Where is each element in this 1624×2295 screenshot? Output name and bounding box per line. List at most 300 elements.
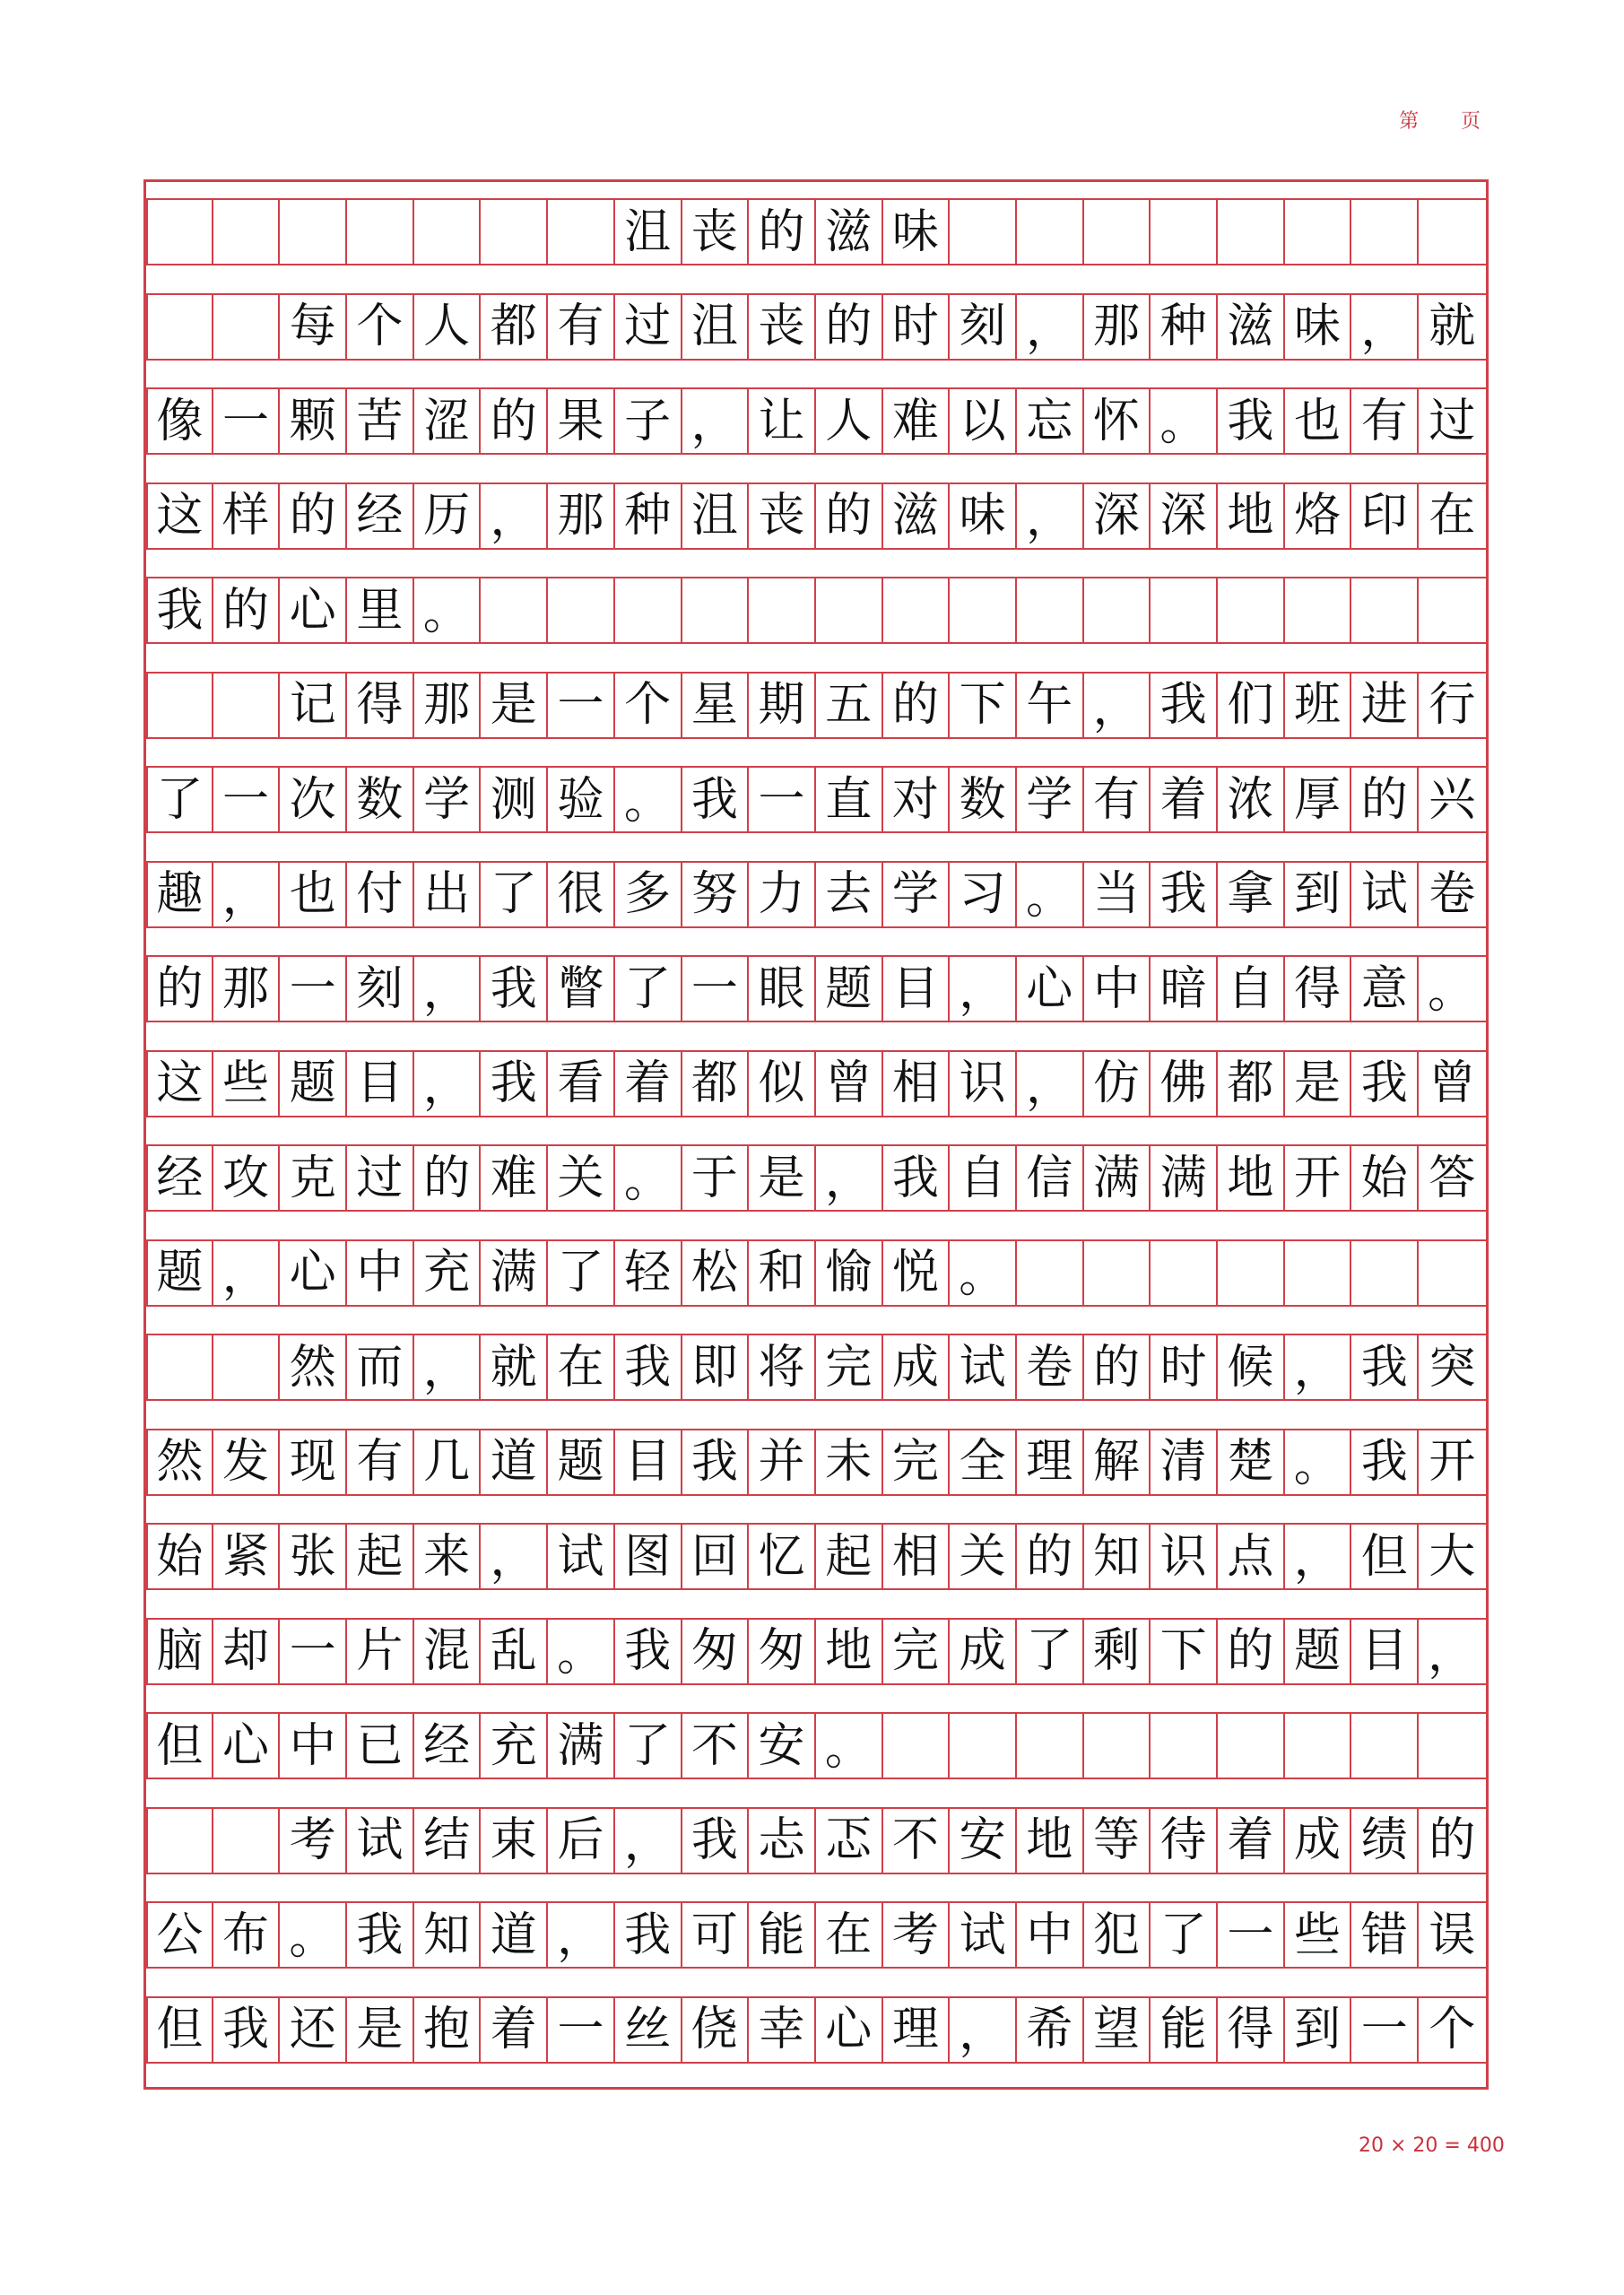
grid-cell: 也 (1285, 389, 1352, 453)
grid-cell: 些 (1285, 1903, 1352, 1967)
grid-cell: 地 (816, 1620, 883, 1683)
grid-cell: 像 (146, 389, 213, 453)
grid-cell (548, 200, 615, 264)
grid-cell: 一 (1351, 1998, 1419, 2062)
grid-cell: 进 (1351, 674, 1419, 737)
grid-cell: 们 (1218, 674, 1285, 737)
grid-cell: 一 (548, 1998, 615, 2062)
grid-cell: 是 (1285, 1052, 1352, 1116)
grid-cell (1218, 1714, 1285, 1778)
grid-cell: 是 (481, 674, 548, 737)
grid-cell: 绩 (1351, 1809, 1419, 1873)
grid-cell: 心 (280, 578, 347, 642)
grid-cell: 而 (347, 1335, 414, 1399)
grid-cell: 匆 (682, 1620, 750, 1683)
grid-cell (1351, 1241, 1419, 1305)
grid-cell: 不 (682, 1714, 750, 1778)
grid-cell: 剩 (1084, 1620, 1151, 1683)
grid-cell: 有 (1351, 389, 1419, 453)
grid-cell: 点 (1218, 1525, 1285, 1588)
grid-cell: 过 (347, 1146, 414, 1210)
text-row (146, 672, 1486, 739)
text-row (146, 1618, 1486, 1685)
grid-cell: 攻 (213, 1146, 281, 1210)
text-row (146, 1239, 1486, 1307)
grid-cell: 了 (481, 863, 548, 926)
text-row (146, 482, 1486, 550)
grid-cell: 中 (280, 1714, 347, 1778)
grid-cell: 目 (347, 1052, 414, 1116)
grid-cell: 的 (816, 484, 883, 548)
grid-cell: 大 (1429, 1529, 1476, 1584)
grid-cell: 我 (347, 1903, 414, 1967)
grid-cell (1285, 200, 1352, 264)
grid-cell: ， (481, 1525, 548, 1588)
grid-cell: 时 (1151, 1335, 1218, 1399)
grid-cell: 题 (146, 1241, 213, 1305)
grid-cell: 人 (414, 295, 482, 359)
grid-cell: 误 (1429, 1908, 1476, 1962)
grid-cell: 刻 (347, 957, 414, 1021)
grid-cell: 这 (146, 484, 213, 548)
grid-cell: 沮 (682, 295, 750, 359)
grid-cell: 得 (347, 674, 414, 737)
grid-cell: 试 (1351, 863, 1419, 926)
grid-cell: 瞥 (548, 957, 615, 1021)
grid-cell: 清 (1151, 1430, 1218, 1494)
text-row (146, 1144, 1486, 1212)
grid-cell (816, 578, 883, 642)
grid-cell: 意 (1351, 957, 1419, 1021)
grid-cell: 期 (749, 674, 816, 737)
grid-cell: 试 (347, 1809, 414, 1873)
grid-cell: 过 (1429, 394, 1476, 448)
text-row (146, 1807, 1486, 1874)
grid-cell: 子 (615, 389, 682, 453)
grid-cell (749, 578, 816, 642)
grid-cell: ， (615, 1809, 682, 1873)
grid-cell: 味 (883, 200, 951, 264)
grid-cell (1084, 1714, 1151, 1778)
grid-cell: 着 (1218, 1809, 1285, 1873)
grid-cell (213, 295, 281, 359)
grid-cell: 知 (1084, 1525, 1151, 1588)
grid-cell: 我 (1351, 1430, 1419, 1494)
grid-cell: 学 (883, 863, 951, 926)
grid-cell: ， (950, 957, 1017, 1021)
grid-cell: 滋 (1218, 295, 1285, 359)
grid-cell: 但 (146, 1714, 213, 1778)
grid-cell: ， (548, 1903, 615, 1967)
grid-cell: 张 (280, 1525, 347, 1588)
grid-cell: 忘 (1017, 389, 1084, 453)
grid-cell: 努 (682, 863, 750, 926)
grid-cell: 我 (682, 768, 750, 831)
grid-cell: 一 (213, 389, 281, 453)
grid-cell: 充 (414, 1241, 482, 1305)
grid-cell: 经 (347, 484, 414, 548)
grid-cell: 一 (682, 957, 750, 1021)
grid-cell: 兴 (1429, 772, 1476, 827)
grid-cell: 匆 (749, 1620, 816, 1683)
text-row (146, 1712, 1486, 1779)
grid-cell: ， (1285, 1525, 1352, 1588)
grid-cell: 幸 (749, 1998, 816, 2062)
grid-cell: 习 (950, 863, 1017, 926)
grid-cell (1151, 1714, 1218, 1778)
grid-cell: 中 (1017, 1903, 1084, 1967)
grid-cell: 了 (1017, 1620, 1084, 1683)
grid-cell: 里 (347, 578, 414, 642)
grid-cell: 心 (816, 1998, 883, 2062)
grid-cell: 了 (615, 957, 682, 1021)
grid-cell: 的 (481, 389, 548, 453)
grid-cell (1285, 1241, 1352, 1305)
grid-cell: 那 (414, 674, 482, 737)
grid-cell: 丧 (749, 295, 816, 359)
grid-cell: 布 (213, 1903, 281, 1967)
grid-cell: 深 (1084, 484, 1151, 548)
grid-cell: 。 (615, 768, 682, 831)
grid-cell: 脑 (146, 1620, 213, 1683)
grid-cell: 着 (615, 1052, 682, 1116)
grid-cell: 。 (1017, 863, 1084, 926)
grid-cell: 在 (1429, 489, 1476, 543)
grid-cell: 发 (213, 1430, 281, 1494)
grid-cell (1151, 200, 1218, 264)
text-row (146, 577, 1486, 644)
grid-cell: 试 (950, 1335, 1017, 1399)
grid-cell: 未 (816, 1430, 883, 1494)
grid-cell (1419, 578, 1486, 642)
grid-cell: 丝 (615, 1998, 682, 2062)
grid-cell: 刻 (950, 295, 1017, 359)
text-row (146, 1996, 1486, 2064)
grid-cell (1351, 1714, 1419, 1778)
grid-cell: 滋 (883, 484, 951, 548)
grid-cell: ， (414, 1335, 482, 1399)
grid-cell: 一 (280, 1620, 347, 1683)
grid-cell: 然 (146, 1430, 213, 1494)
grid-cell: 我 (682, 1809, 750, 1873)
grid-cell (1017, 1241, 1084, 1305)
grid-cell: 眼 (749, 957, 816, 1021)
grid-cell (1419, 1714, 1486, 1778)
grid-cell: 知 (414, 1903, 482, 1967)
text-row (146, 1050, 1486, 1117)
grid-cell: 涩 (414, 389, 482, 453)
grid-cell (950, 200, 1017, 264)
grid-cell: 目 (883, 957, 951, 1021)
text-row (146, 387, 1486, 455)
grid-cell: 丧 (682, 200, 750, 264)
grid-cell: 开 (1429, 1435, 1476, 1489)
grid-cell: 难 (883, 389, 951, 453)
grid-cell (481, 200, 548, 264)
grid-cell (1218, 578, 1285, 642)
grid-cell: 道 (481, 1903, 548, 1967)
grid-cell: 趣 (146, 863, 213, 926)
grid-cell: 望 (1084, 1998, 1151, 2062)
grid-cell: 着 (1151, 768, 1218, 831)
grid-cell: 自 (950, 1146, 1017, 1210)
grid-cell (146, 1809, 213, 1873)
grid-cell: 的 (146, 957, 213, 1021)
grid-cell: 我 (682, 1430, 750, 1494)
grid-cell (682, 578, 750, 642)
grid-cell: 的 (1218, 1620, 1285, 1683)
grid-cell: 时 (883, 295, 951, 359)
grid-cell: 次 (280, 768, 347, 831)
grid-cell: 着 (481, 1998, 548, 2062)
grid-cell: 和 (749, 1241, 816, 1305)
grid-cell: 题 (1285, 1620, 1352, 1683)
grid-cell: 我 (1351, 1052, 1419, 1116)
grid-cell: 侥 (682, 1998, 750, 2062)
grid-cell: 完 (883, 1430, 951, 1494)
grid-cell (1084, 1241, 1151, 1305)
grid-cell: 理 (1017, 1430, 1084, 1494)
grid-cell: 一 (548, 674, 615, 737)
grid-cell: 有 (548, 295, 615, 359)
grid-cell: 烙 (1285, 484, 1352, 548)
grid-cell: 经 (146, 1146, 213, 1210)
grid-cell: 满 (1151, 1146, 1218, 1210)
grid-cell: 曾 (1429, 1056, 1476, 1110)
grid-cell: 识 (1151, 1525, 1218, 1588)
grid-cell (213, 1809, 281, 1873)
grid-cell (548, 578, 615, 642)
text-row (146, 766, 1486, 833)
grid-cell: 愉 (816, 1241, 883, 1305)
grid-cell: 让 (749, 389, 816, 453)
grid-cell: ， (1017, 1052, 1084, 1116)
grid-cell: 那 (548, 484, 615, 548)
grid-cell: 答 (1429, 1151, 1476, 1205)
grid-cell: 自 (1218, 957, 1285, 1021)
grid-cell: 。 (1428, 965, 1475, 1019)
grid-cell: 悦 (883, 1241, 951, 1305)
grid-cell (615, 578, 682, 642)
grid-cell: 题 (816, 957, 883, 1021)
grid-cell: 犯 (1084, 1903, 1151, 1967)
grid-cell: 沮 (682, 484, 750, 548)
grid-cell: ， (213, 863, 281, 926)
grid-cell: 些 (213, 1052, 281, 1116)
grid-cell: 到 (1285, 863, 1352, 926)
grid-cell: 人 (816, 389, 883, 453)
grid-cell: 信 (1017, 1146, 1084, 1210)
grid-cell: 班 (1285, 674, 1352, 737)
grid-cell: 的 (280, 484, 347, 548)
grid-cell: 样 (213, 484, 281, 548)
grid-cell: 我 (213, 1998, 281, 2062)
grid-cell: 紧 (213, 1525, 281, 1588)
grid-cell: 个 (615, 674, 682, 737)
grid-cell: 中 (347, 1241, 414, 1305)
grid-cell: ， (1017, 484, 1084, 548)
grid-cell: 过 (615, 295, 682, 359)
grid-cell: 错 (1351, 1903, 1419, 1967)
grid-cell: 种 (615, 484, 682, 548)
grid-cell: 味 (1285, 295, 1352, 359)
grid-cell: 我 (1151, 674, 1218, 737)
grid-cell: 始 (1351, 1146, 1419, 1210)
grid-cell: 试 (548, 1525, 615, 1588)
grid-cell: ， (213, 1241, 281, 1305)
grid-cell: 轻 (615, 1241, 682, 1305)
grid-cell: 我 (1351, 1335, 1419, 1399)
grid-cell: 出 (414, 863, 482, 926)
grid-cell: 理 (883, 1998, 951, 2062)
grid-cell: 五 (816, 674, 883, 737)
grid-cell: 在 (548, 1335, 615, 1399)
grid-cell: 来 (414, 1525, 482, 1588)
grid-cell: 现 (280, 1430, 347, 1494)
grid-cell: 松 (682, 1241, 750, 1305)
grid-cell: ， (481, 484, 548, 548)
grid-cell: 种 (1151, 295, 1218, 359)
grid-cell: 但 (1351, 1525, 1419, 1588)
grid-cell: 等 (1084, 1809, 1151, 1873)
grid-cell: 那 (1084, 295, 1151, 359)
grid-cell: 的 (1429, 1813, 1476, 1867)
grid-cell: 是 (749, 1146, 816, 1210)
grid-cell: 。 (280, 1903, 347, 1967)
grid-cell: 了 (1151, 1903, 1218, 1967)
grid-cell: 拿 (1218, 863, 1285, 926)
grid-cell: 候 (1218, 1335, 1285, 1399)
grid-cell (481, 578, 548, 642)
grid-cell: 束 (481, 1809, 548, 1873)
grid-cell: 这 (146, 1052, 213, 1116)
grid-cell: 在 (816, 1903, 883, 1967)
grid-cell: 试 (950, 1903, 1017, 1967)
grid-cell: 直 (816, 768, 883, 831)
grid-cell (883, 1714, 951, 1778)
grid-cell: 到 (1285, 1998, 1352, 2062)
grid-cell: 仿 (1084, 1052, 1151, 1116)
grid-cell (414, 200, 482, 264)
grid-cell: ， (414, 957, 482, 1021)
grid-cell: 的 (213, 578, 281, 642)
grid-cell: 希 (1017, 1998, 1084, 2062)
grid-cell: 。 (1151, 389, 1218, 453)
grid-cell: 然 (280, 1335, 347, 1399)
grid-cell (347, 200, 414, 264)
grid-cell: 始 (146, 1525, 213, 1588)
grid-cell: ， (682, 389, 750, 453)
grid-cell (146, 674, 213, 737)
grid-cell: ， (950, 1998, 1017, 2062)
grid-cell: 我 (481, 957, 548, 1021)
grid-cell: 卷 (1017, 1335, 1084, 1399)
grid-cell: ， (1351, 295, 1419, 359)
grid-cell: 付 (347, 863, 414, 926)
grid-cell: 似 (749, 1052, 816, 1116)
grid-cell: 考 (883, 1903, 951, 1967)
grid-cell: 即 (682, 1335, 750, 1399)
grid-cell: 还 (280, 1998, 347, 2062)
grid-cell: 识 (950, 1052, 1017, 1116)
grid-cell: 目 (1351, 1620, 1419, 1683)
grid-cell: 忐 (749, 1809, 816, 1873)
grid-cell (1285, 578, 1352, 642)
grid-cell: 图 (615, 1525, 682, 1588)
grid-cell (213, 1335, 281, 1399)
grid-cell: 满 (1084, 1146, 1151, 1210)
grid-cell: 的 (1017, 1525, 1084, 1588)
grid-cell: 已 (347, 1714, 414, 1778)
grid-cell: 。 (1285, 1430, 1352, 1494)
grid-cell: 却 (213, 1620, 281, 1683)
grid-cell: 卷 (1429, 867, 1476, 921)
grid-cell: 公 (146, 1903, 213, 1967)
grid-cell: 地 (1017, 1809, 1084, 1873)
grid-cell: 丧 (749, 484, 816, 548)
grid-cell: 心 (1017, 957, 1084, 1021)
grid-cell: 记 (280, 674, 347, 737)
grid-cell (146, 1335, 213, 1399)
grid-cell: 待 (1151, 1809, 1218, 1873)
grid-cell (1151, 1241, 1218, 1305)
grid-cell: 满 (548, 1714, 615, 1778)
grid-cell: 一 (749, 768, 816, 831)
grid-cell: ， (1017, 295, 1084, 359)
text-row (146, 955, 1486, 1022)
grid-cell: 都 (481, 295, 548, 359)
grid-cell: 。 (414, 578, 482, 642)
grid-cell: 我 (615, 1335, 682, 1399)
grid-cell (1218, 200, 1285, 264)
grid-cell: 印 (1351, 484, 1419, 548)
grid-cell: 了 (548, 1241, 615, 1305)
grid-cell: 开 (1285, 1146, 1352, 1210)
grid-cell: 乱 (481, 1620, 548, 1683)
grid-cell: 的 (883, 674, 951, 737)
grid-cell: 就 (1429, 300, 1476, 353)
grid-cell: 不 (883, 1809, 951, 1873)
grid-cell: 那 (213, 957, 281, 1021)
grid-cell: 完 (816, 1335, 883, 1399)
text-row (146, 861, 1486, 928)
grid-cell: 对 (883, 768, 951, 831)
grid-cell: 满 (481, 1241, 548, 1305)
grid-cell (1017, 200, 1084, 264)
grid-cell: 以 (950, 389, 1017, 453)
grid-cell: ， (1084, 674, 1151, 737)
grid-cell: 果 (548, 389, 615, 453)
text-row (146, 1334, 1486, 1401)
page-number-label: 第 页 (1399, 110, 1498, 133)
grid-cell: 目 (615, 1430, 682, 1494)
grid-cell (1351, 578, 1419, 642)
grid-cell: 经 (414, 1714, 482, 1778)
grid-cell: 得 (1218, 1998, 1285, 2062)
grid-cell: 的 (1084, 1335, 1151, 1399)
grid-cell: 有 (1084, 768, 1151, 831)
grid-cell (146, 200, 213, 264)
grid-cell: 多 (615, 863, 682, 926)
grid-cell: 验 (548, 768, 615, 831)
grid-cell: 学 (1017, 768, 1084, 831)
grid-cell: 沮 (615, 200, 682, 264)
grid-cell: 的 (414, 1146, 482, 1210)
grid-cell: 当 (1084, 863, 1151, 926)
grid-cell: 我 (1151, 863, 1218, 926)
grid-cell: 个 (1429, 2003, 1476, 2056)
grid-cell: 下 (1151, 1620, 1218, 1683)
